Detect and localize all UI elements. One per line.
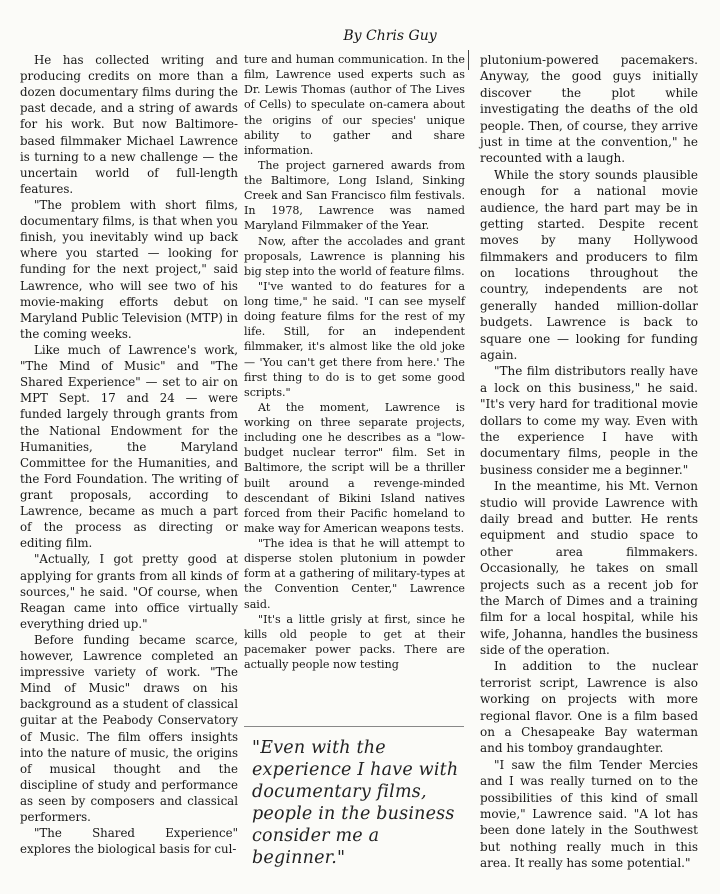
paragraph: "It's a little grisly at first, since he kills old people to get at their pacemaker power packs. There are actually people now testing — [244, 612, 465, 671]
column-divider — [468, 50, 469, 70]
byline: By Chris Guy — [343, 28, 437, 44]
paragraph: "The film distributors really have a lock on this business," he said. "It's very hard for traditional movie dollars to come my way. Even with the experience I have with documentary films, people in the business consider me a beginner." — [480, 364, 698, 477]
paragraph: He has collected writing and producing credits on more than a dozen documentary films during the past decade, and a string of awards for his work. But now Baltimore-based filmmaker Michael Lawrence is turning to a new challenge — the uncertain world of full-length features. — [20, 53, 238, 196]
paragraph: "The idea is that he will attempt to disperse stolen plutonium in powder form at a gathering of military-types at the Convention Center," Lawrence said. — [244, 537, 465, 611]
paragraph: While the story sounds plausible enough for a national movie audience, the hard part may be in getting started. Despite recent moves by many Hollywood filmmakers and producers to film on locations throughout the country, independents are not generally handed million-dollar budgets. Lawrence is back to square one — looking for funding again. — [480, 167, 698, 363]
paragraph: The project garnered awards from the Baltimore, Long Island, Sinking Creek and San Francisco film festivals. In 1978, Lawrence was named Maryland Filmmaker of the Year. — [244, 158, 465, 233]
paragraph: ture and human communication. In the film, Lawrence used experts such as Dr. Lewis Thomas (author of The Lives of Cells) to speculate on-camera about the origins of our species' unique ability to gather and share information. — [244, 53, 465, 157]
paragraph: In the meantime, his Mt. Vernon studio will provide Lawrence with daily bread and butter. He rents equipment and studio space to other area filmmakers. Occasionally, he takes on small projects such as a recent job for the March of Dimes and a training film for a local hospital, while his wife, Johanna, handles the business side of the operation. — [480, 479, 698, 658]
paragraph: "Actually, I got pretty good at applying for grants from all kinds of sources," he said. "Of course, when Reagan came into office virtually everything dried up." — [20, 552, 238, 631]
paragraph: "The Shared Experience" explores the biological basis for cul- — [20, 826, 238, 857]
paragraph: At the moment, Lawrence is working on three separate projects, including one he describes as a "low-budget nuclear terror" film. Set in Baltimore, the script will be a thriller built around a revenge-minded descendant of Bikini Island natives forced from their Pacific homeland to make way for American weapons tests. — [244, 400, 465, 535]
paragraph: Now, after the accolades and grant proposals, Lawrence is planning his big step into the world of feature films. — [244, 234, 465, 278]
paragraph: Like much of Lawrence's work, "The Mind of Music" and "The Shared Experience" — set to air on MPT Sept. 17 and 24 — were funded largely through grants from the National Endowment for the Humanities, the Maryland Committee for the Humanities, and the Ford Foundation. The writing of grant proposals, according to Lawrence, became as much a part of the process as directing or editing film. — [20, 342, 238, 551]
pull-quote: "Even with the experience I have with documentary films, people in the business consider me a beginner." — [252, 738, 459, 868]
pull-quote-divider — [244, 726, 464, 727]
article-column-2 — [244, 52, 465, 672]
paragraph: In addition to the nuclear terrorist script, Lawrence is also working on projects with more regional flavor. One is a film based on a Chesapeake Bay waterman and his tomboy grandaughter. — [480, 659, 698, 756]
article-column-1 — [20, 52, 238, 857]
paragraph: "The problem with short films, documentary films, is that when you finish, you inevitably wind up back where you started — looking for funding for the next project," said Lawrence, who will see two of his movie-making efforts debut on Maryland Public Television (MTP) in the coming weeks. — [20, 197, 238, 341]
paragraph: Before funding became scarce, however, Lawrence completed an impressive variety of work. "The Mind of Music" draws on his background as a student of classical guitar at the Peabody Conservatory of Music. The film offers insights into the nature of music, the origins of musical thought and the discipline of study and performance as seen by composers and classical performers. — [20, 632, 238, 825]
paragraph: "I saw the film Tender Mercies and I was really turned on to the possibilities of this kind of small movie," Lawrence said. "A lot has been done lately in the Southwest but nothing really much in this area. It really has some potential." — [480, 757, 698, 871]
paragraph: "I've wanted to do features for a long time," he said. "I can see myself doing feature films for the rest of my life. Still, for an independent filmmaker, it's almost like the old joke — 'You can't get there from here.' The first thing to do is to get some good scripts." — [244, 279, 465, 399]
paragraph: plutonium-powered pacemakers. Anyway, the good guys initially discover the plot while investigating the deaths of the old people. Then, of course, they arrive just in time at the convention," he recounted with a laugh. — [480, 53, 698, 166]
article-column-3 — [480, 52, 698, 872]
